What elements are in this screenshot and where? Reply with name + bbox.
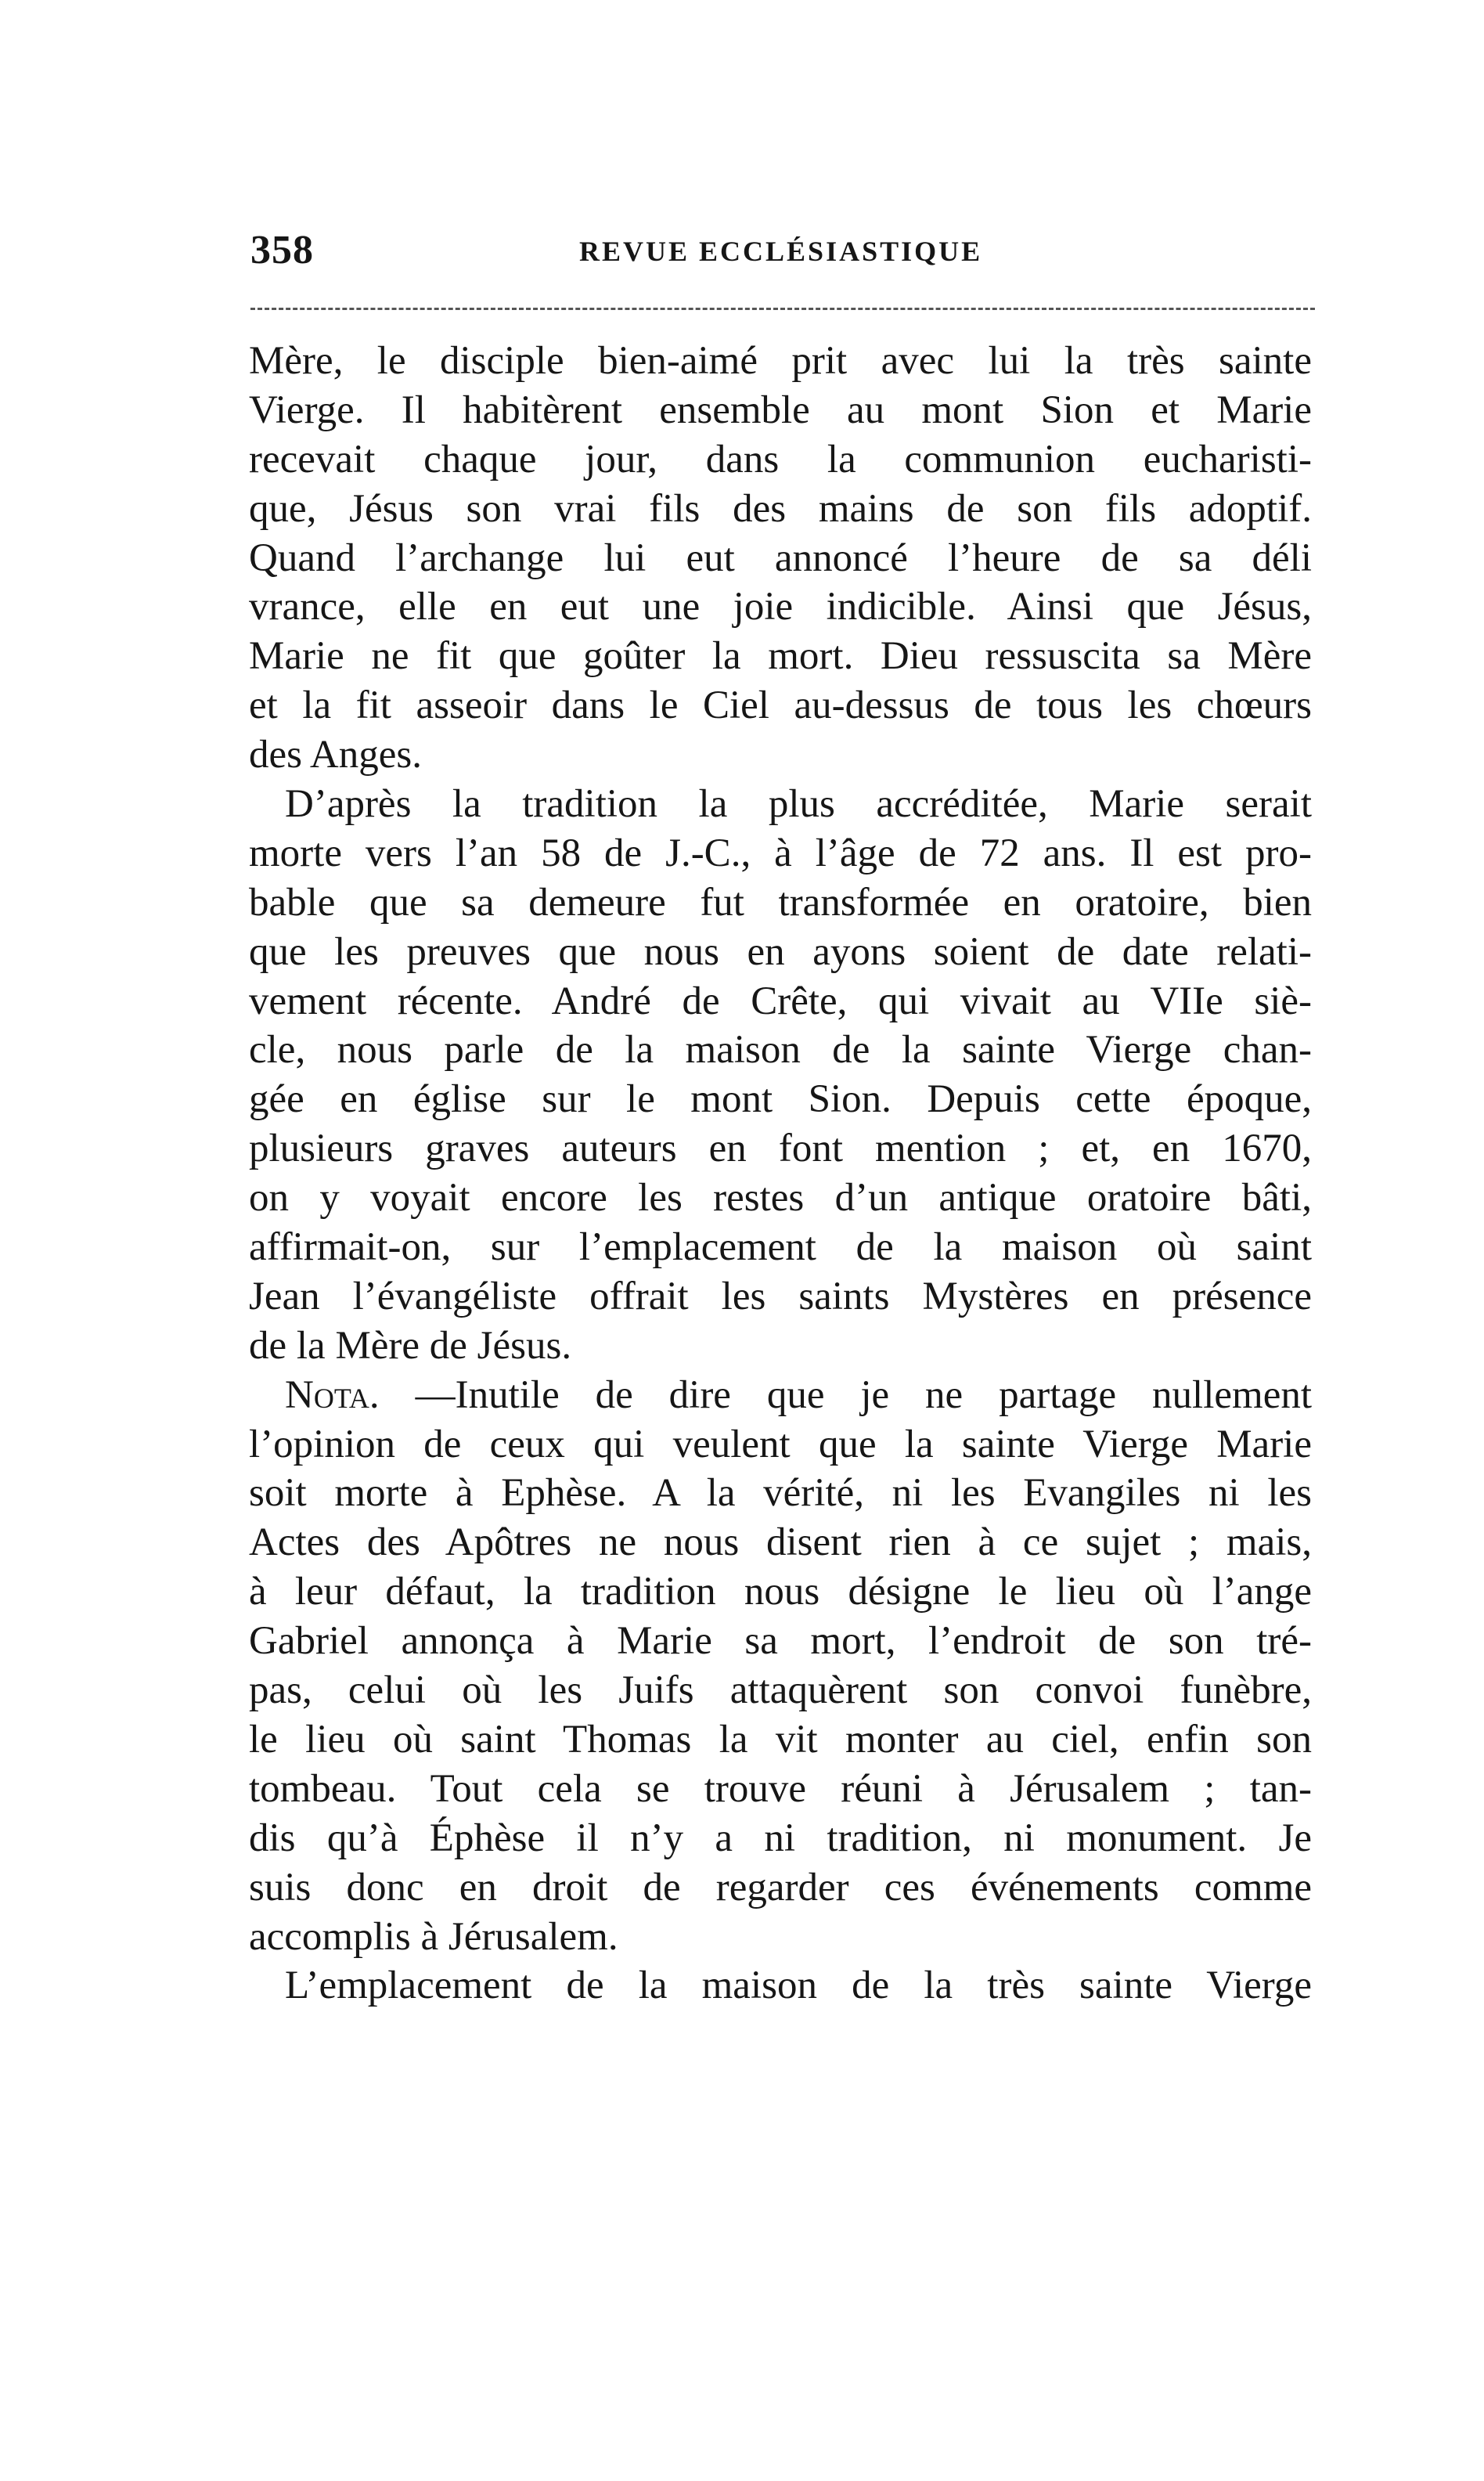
text-line: des Anges. — [249, 733, 422, 777]
text-line: Vierge. Il habitèrent ensemble au mont Sion et Marie — [249, 388, 1312, 432]
text-line: tombeau. Tout cela se trouve réuni à Jérusalem ; tan- — [249, 1766, 1312, 1811]
text-line: Quand l’archange lui eut annoncé l’heure de sa déli — [249, 536, 1312, 580]
text-line: —Inutile de dire que je ne partage nullement — [415, 1372, 1312, 1417]
header-rule — [250, 308, 1315, 310]
text-line: plusieurs graves auteurs en font mention ; et, en 1670, — [249, 1127, 1312, 1171]
text-line: que, Jésus son vrai fils des mains de son fils adoptif. — [249, 486, 1312, 531]
text-line: dis qu’à Éphèse il n’y a ni tradition, ni monument. Je — [249, 1816, 1312, 1860]
text-line: Jean l’évangéliste offrait les saints Mystères en présence — [249, 1274, 1312, 1318]
nota-label: Nota. — [285, 1372, 380, 1417]
page-number: 358 — [250, 228, 314, 272]
text-line: L’emplacement de la maison de la très sainte Vierge — [285, 1964, 1312, 2008]
text-line: le lieu où saint Thomas la vit monter au ciel, enfin son — [249, 1717, 1312, 1762]
nota-line — [249, 1371, 1312, 1420]
text-line: morte vers l’an 58 de J.-C., à l’âge de 72 ans. Il est pro- — [249, 831, 1312, 875]
text-line: Marie ne fit que goûter la mort. Dieu ressuscita sa Mère — [249, 634, 1312, 679]
text-line: Gabriel annonça à Marie sa mort, l’endroit de son tré- — [249, 1619, 1312, 1664]
text-line: de la Mère de Jésus. — [249, 1323, 572, 1368]
text-line: cle, nous parle de la maison de la sainte Vierge chan- — [249, 1028, 1312, 1073]
text-line: et la fit asseoir dans le Ciel au-dessus de tous les chœurs — [249, 683, 1312, 728]
text-line: suis donc en droit de regarder ces événements comme — [249, 1865, 1312, 1909]
text-line: on y voyait encore les restes d’un antique oratoire bâti, — [249, 1176, 1312, 1221]
text-line: vement récente. André de Crête, qui vivait au VIIe siè- — [249, 979, 1312, 1023]
text-line: Mère, le disciple bien-aimé prit avec lui la très sainte — [249, 339, 1312, 383]
text-line: gée en église sur le mont Sion. Depuis cette époque, — [249, 1077, 1312, 1122]
running-head — [250, 227, 1315, 290]
text-line: recevait chaque jour, dans la communion eucharisti- — [249, 437, 1312, 481]
text-line: soit morte à Ephèse. A la vérité, ni les Evangiles ni les — [249, 1471, 1312, 1516]
text-line: Actes des Apôtres ne nous disent rien à ce sujet ; mais, — [249, 1520, 1312, 1565]
text-line: affirmait-on, sur l’emplacement de la maison où saint — [249, 1225, 1312, 1270]
text-line: l’opinion de ceux qui veulent que la sainte Vierge Marie — [249, 1422, 1312, 1466]
body-text — [249, 337, 1312, 2010]
text-line: vrance, elle en eut une joie indicible. Ainsi que Jésus, — [249, 585, 1312, 629]
text-line: bable que sa demeure fut transformée en oratoire, bien — [249, 880, 1312, 925]
journal-title: REVUE ECCLÉSIASTIQUE — [579, 236, 983, 267]
text-line: à leur défaut, la tradition nous désigne le lieu où l’ange — [249, 1570, 1312, 1614]
text-line: accomplis à Jérusalem. — [249, 1914, 618, 1959]
text-line: que les preuves que nous en ayons soient de date relati- — [249, 929, 1312, 974]
text-line: D’après la tradition la plus accréditée, Marie serait — [285, 782, 1312, 827]
text-line: pas, celui où les Juifs attaquèrent son convoi funèbre, — [249, 1668, 1312, 1713]
